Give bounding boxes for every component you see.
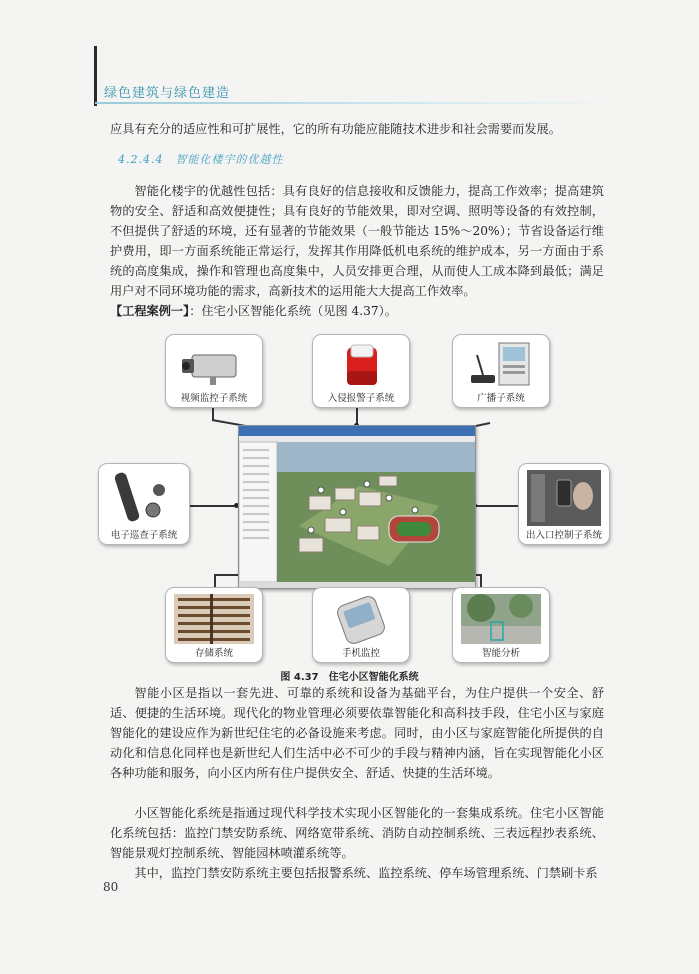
residential-3d-map-icon bbox=[239, 426, 475, 588]
storage-rack-icon bbox=[174, 594, 254, 644]
node-video-label: 视频监控子系统 bbox=[180, 393, 248, 404]
node-storage bbox=[165, 587, 263, 663]
connector-analysis bbox=[480, 574, 482, 588]
patrol-wand-icon bbox=[107, 470, 181, 526]
street-scene-icon bbox=[461, 594, 541, 644]
node-mobile-label: 手机监控 bbox=[341, 648, 380, 659]
paragraph-advantages: 智能化楼宇的优越性包括：具有良好的信息接收和反馈能力，提高工作效率；提高建筑物的安全、舒适和高效便捷性；具有良好的节能效果，即对空调、照明等设备的有效控制，不但提供了舒适的环境，还有显著的节能效果（一般节能达 15%～20%）；节省设备运行维护费用，即一方面系统能正常运行，发挥其作用降低机电系统的维护成本，另一方面由于系统的高度集成，操作和管理也高度集中，人员安排更合理，从而使人工成本降到最低；满足用户对不同环境功能的需求，高新技术的运用能大大提高工作效率。 bbox=[110, 184, 604, 298]
node-analysis-label: 智能分析 bbox=[481, 648, 520, 659]
header-rule bbox=[95, 102, 615, 104]
paragraph-continued: 应具有充分的适应性和可扩展性，它的所有功能应能随技术进步和社会需要而发展。 bbox=[110, 122, 561, 136]
connector-patrol bbox=[186, 505, 238, 507]
camera-icon bbox=[174, 341, 254, 389]
door-access-icon bbox=[527, 470, 601, 526]
node-intrusion-label: 入侵报警子系统 bbox=[327, 393, 395, 404]
node-intelligent-analysis bbox=[452, 587, 550, 663]
central-monitoring-screen bbox=[238, 425, 476, 589]
figure-caption: 图 4.37 住宅小区智能化系统 bbox=[280, 672, 419, 683]
case-text: ：住宅小区智能化系统（见图 4.37）。 bbox=[189, 304, 397, 318]
case-label: 【工程案例一】 bbox=[110, 304, 190, 318]
broadcast-equipment-icon bbox=[461, 341, 541, 389]
node-access-control bbox=[518, 463, 610, 545]
connector-video bbox=[212, 406, 214, 420]
node-broadcast bbox=[452, 334, 550, 408]
header-bar bbox=[94, 46, 97, 106]
paragraph-smart-community: 智能小区是指以一套先进、可靠的系统和设备为基础平台，为住户提供一个安全、舒适、便捷的生活环境。现代化的物业管理必须要依靠智能化和高科技手段，住宅小区与家庭智能化的建设应作为新世纪住宅的必备设施来考虑。同时，由小区与家庭智能化所提供的自动化和信息化同样也是新世纪人们生活中必不可少的手段与精神内涵，旨在实现智能化小区各种功能和服务，向小区内所有住户提供安全、舒适、快捷的生活环境。 bbox=[110, 686, 604, 780]
node-access-label: 出入口控制子系统 bbox=[525, 530, 602, 541]
node-video-surveillance bbox=[165, 334, 263, 408]
node-patrol-label: 电子巡查子系统 bbox=[110, 530, 178, 541]
page-number: 80 bbox=[103, 880, 119, 894]
node-storage-label: 存储系统 bbox=[194, 648, 233, 659]
paragraph-community-systems: 小区智能化系统是指通过现代科学技术实现小区智能化的一套集成系统。住宅小区智能化系统包括：监控门禁安防系统、网络宽带系统、消防自动控制系统、三表远程抄表系统、智能景观灯控制系统、智能园林喷灌系统等。 bbox=[110, 806, 604, 860]
section-heading: 4.2.4.4 智能化楼宇的优越性 bbox=[118, 153, 284, 166]
node-mobile-monitoring bbox=[312, 587, 410, 663]
running-header-title: 绿色建筑与绿色建造 bbox=[104, 86, 231, 101]
alarm-siren-icon bbox=[321, 341, 401, 389]
connector-access bbox=[474, 505, 518, 507]
node-intrusion-alarm bbox=[312, 334, 410, 408]
mobile-phone-icon bbox=[321, 594, 401, 644]
case-line bbox=[110, 302, 397, 319]
node-broadcast-label: 广播子系统 bbox=[477, 393, 525, 404]
paragraph-security-systems: 其中，监控门禁安防系统主要包括报警系统、监控系统、停车场管理系统、门禁刷卡系 bbox=[134, 866, 598, 880]
node-electronic-patrol bbox=[98, 463, 190, 545]
connector-storage bbox=[214, 575, 216, 587]
